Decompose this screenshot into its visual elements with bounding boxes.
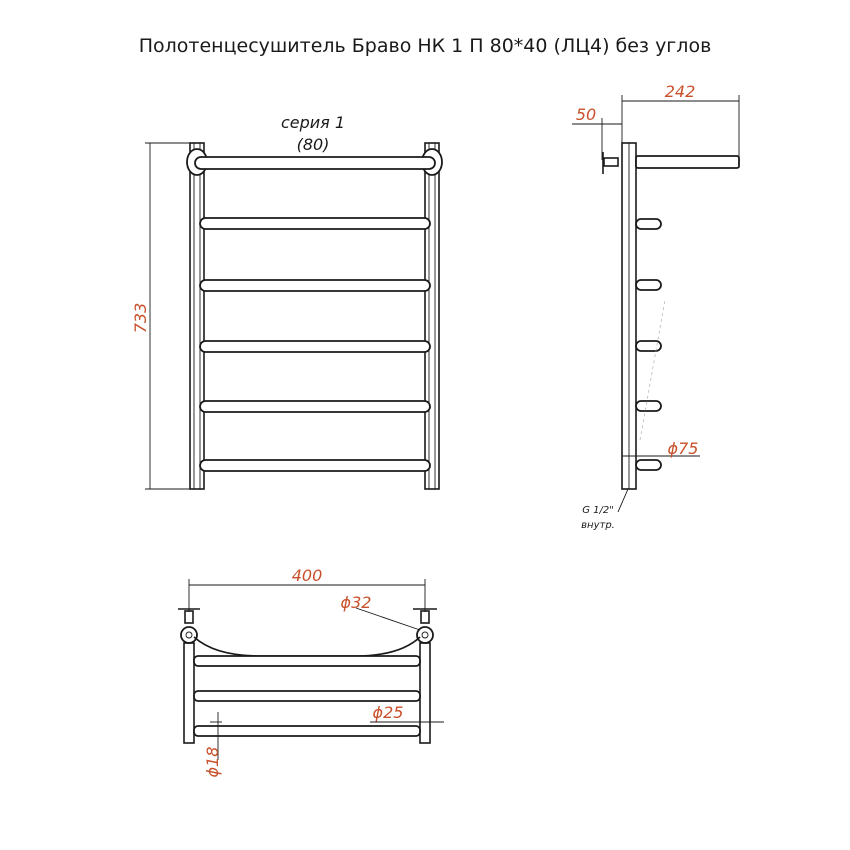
side-construction-line xyxy=(640,300,665,440)
pipe-dim-value: ϕ32 xyxy=(340,593,372,612)
rail-dim-value: ϕ25 xyxy=(372,703,404,722)
left-upright-inner xyxy=(194,143,200,489)
right-upright xyxy=(425,143,439,489)
depth-dim-value: 242 xyxy=(664,82,696,101)
side-top-rung xyxy=(636,156,739,168)
rung-1 xyxy=(200,218,430,229)
rung-4 xyxy=(200,401,430,412)
width-dim-value: 400 xyxy=(291,566,323,585)
side-rung-1 xyxy=(636,219,661,229)
rung-3 xyxy=(200,341,430,352)
series-label: серия 1 xyxy=(280,113,346,132)
thread-leader xyxy=(618,489,628,512)
wall-fitting-body xyxy=(604,158,618,166)
side-view xyxy=(572,82,739,531)
offset-dim-value: 50 xyxy=(575,105,597,124)
top-rail-3 xyxy=(194,726,420,736)
side-rung-4 xyxy=(636,401,661,411)
top-right-upright xyxy=(420,643,430,743)
top-curved-rung xyxy=(194,637,420,656)
right-upright-inner xyxy=(429,143,435,489)
left-wall-stem xyxy=(185,611,193,623)
left-upright xyxy=(190,143,204,489)
rung-2 xyxy=(200,280,430,291)
height-dim-value: 733 xyxy=(131,302,150,334)
drawing-title: Полотенцесушитель Браво НК 1 П 80*40 (ЛЦ4) без углов xyxy=(138,35,712,57)
top-view xyxy=(178,566,444,777)
top-rung xyxy=(195,157,435,169)
right-wall-stem xyxy=(421,611,429,623)
rung-5 xyxy=(200,460,430,471)
diameter-dim-value: ϕ75 xyxy=(667,439,699,458)
thread-label: G 1/2" xyxy=(582,505,614,516)
thread-note: внутр. xyxy=(581,520,615,531)
top-rail-1 xyxy=(194,656,420,666)
series-value: (80) xyxy=(296,135,330,154)
top-left-upright xyxy=(184,643,194,743)
left-pipe-fitting xyxy=(181,627,197,643)
side-rung-2 xyxy=(636,280,661,290)
side-rung-5 xyxy=(636,460,661,470)
front-view xyxy=(131,113,442,489)
top-rail-2 xyxy=(194,691,420,701)
bar-dim-value: ϕ18 xyxy=(203,746,222,778)
side-rung-3 xyxy=(636,341,661,351)
